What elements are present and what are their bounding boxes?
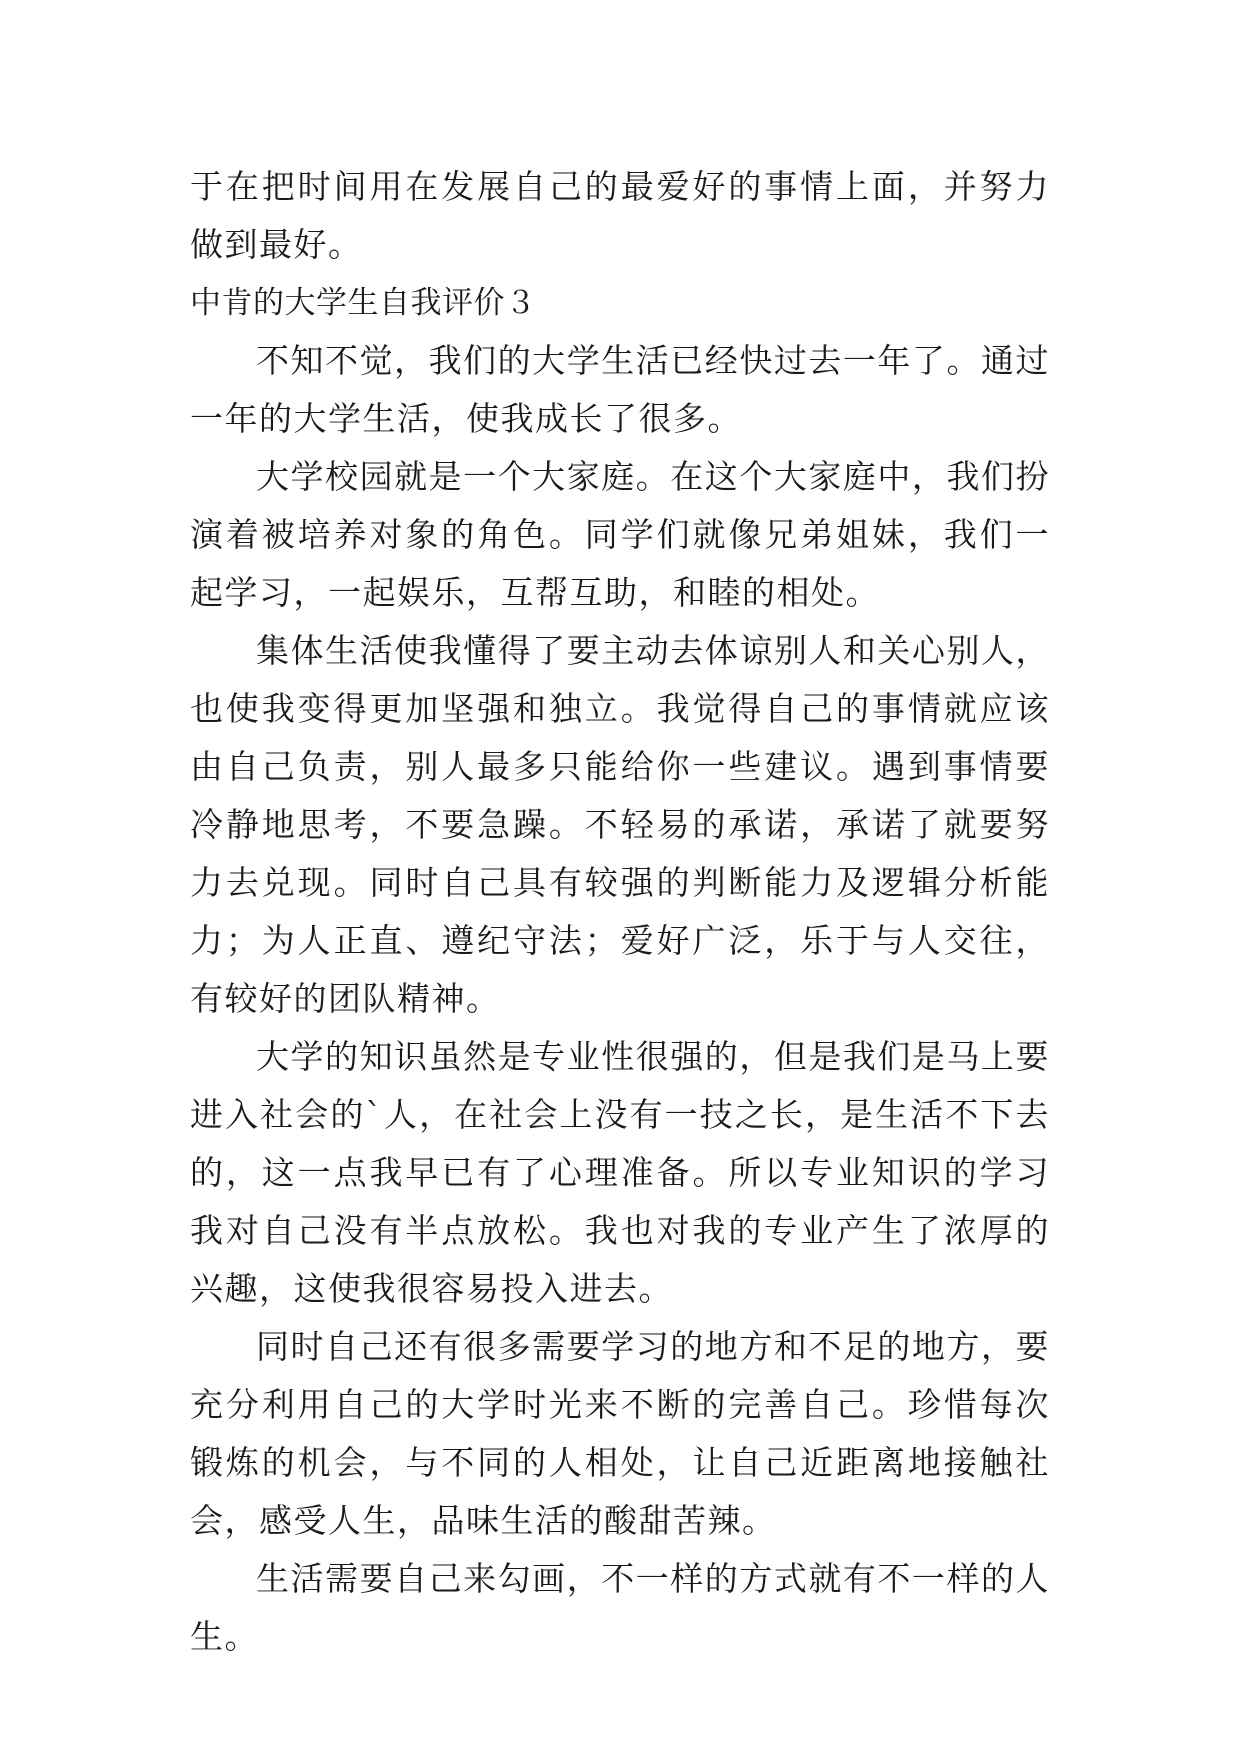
body-paragraph-5: 同时自己还有很多需要学习的地方和不足的地方，要充分利用自己的大学时光来不断的完善自己。珍惜每次锻炼的机会，与不同的人相处，让自己近距离地接触社会，感受人生，品味生活的酸甜苦辣。	[190, 1327, 1050, 1540]
body-paragraph-2: 大学校园就是一个大家庭。在这个大家庭中，我们扮演着被培养对象的角色。同学们就像兄弟姐妹，我们一起学习，一起娱乐，互帮互助，和睦的相处。	[190, 457, 1050, 612]
document-body	[190, 158, 1050, 1666]
body-paragraph-6: 生活需要自己来勾画，不一样的方式就有不一样的人生。	[190, 1559, 1050, 1656]
section-title: 中肯的大学生自我评价３	[190, 285, 537, 321]
body-paragraph-1: 不知不觉，我们的大学生活已经快过去一年了。通过一年的大学生活，使我成长了很多。	[190, 341, 1050, 438]
body-paragraph-4: 大学的知识虽然是专业性很强的，但是我们是马上要进入社会的`人，在社会上没有一技之长，是生活不下去的，这一点我早已有了心理准备。所以专业知识的学习我对自己没有半点放松。我也对我的专业产生了浓厚的兴趣，这使我很容易投入进去。	[190, 1037, 1050, 1308]
body-paragraph-3: 集体生活使我懂得了要主动去体谅别人和关心别人，也使我变得更加坚强和独立。我觉得自己的事情就应该由自己负责，别人最多只能给你一些建议。遇到事情要冷静地思考，不要急躁。不轻易的承诺，承诺了就要努力去兑现。同时自己具有较强的判断能力及逻辑分析能力；为人正直、遵纪守法；爱好广泛，乐于与人交往，有较好的团队精神。	[190, 631, 1050, 1018]
continuation-paragraph: 于在把时间用在发展自己的最爱好的事情上面，并努力做到最好。	[190, 167, 1050, 264]
